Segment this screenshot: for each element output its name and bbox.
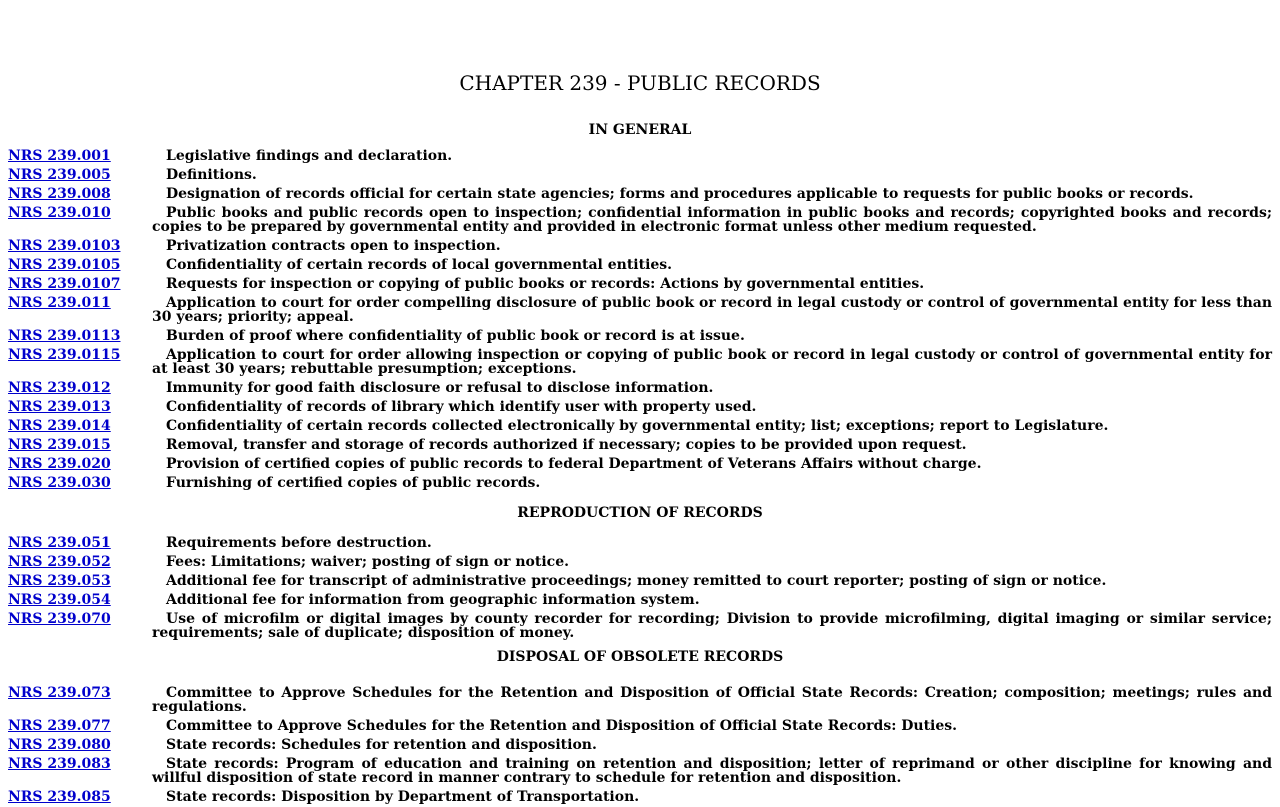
section-link[interactable]: NRS 239.054 xyxy=(8,592,111,608)
list-item xyxy=(8,294,1272,327)
section-link[interactable]: NRS 239.052 xyxy=(8,554,111,570)
section-link[interactable]: NRS 239.073 xyxy=(8,685,111,701)
section-link[interactable]: NRS 239.0103 xyxy=(8,238,121,254)
section-description: Use of microfilm or digital images by county recorder for recording; Division to provide microfilming, digital imaging or similar service; requirements; sale of duplicate; disposition of money. xyxy=(152,611,1272,641)
section-description: Requirements before destruction. xyxy=(166,535,432,551)
section-description: Confidentiality of certain records of local governmental entities. xyxy=(166,257,673,273)
list-item xyxy=(8,275,1272,294)
list-item xyxy=(8,553,1272,572)
list-item xyxy=(8,256,1272,275)
section-description: Confidentiality of records of library which identify user with property used. xyxy=(166,399,757,415)
section-description: Confidentiality of certain records collected electronically by governmental entity; list; exceptions; report to Legislature. xyxy=(166,418,1109,434)
section-link[interactable]: NRS 239.0107 xyxy=(8,276,121,292)
section-description: Committee to Approve Schedules for the Retention and Disposition of Official State Records: Creation; composition; meetings; rules and regulations. xyxy=(152,685,1272,715)
list-item xyxy=(8,436,1272,455)
section-link[interactable]: NRS 239.011 xyxy=(8,295,111,311)
list-item xyxy=(8,788,1272,807)
section-link[interactable]: NRS 239.0115 xyxy=(8,347,121,363)
section-description: Fees: Limitations; waiver; posting of sign or notice. xyxy=(166,554,569,570)
list-item xyxy=(8,591,1272,610)
section-link[interactable]: NRS 239.051 xyxy=(8,535,111,551)
section-description: Furnishing of certified copies of public records. xyxy=(166,475,541,491)
section-link[interactable]: NRS 239.005 xyxy=(8,167,111,183)
section-description: Provision of certified copies of public records to federal Department of Veterans Affairs without charge. xyxy=(166,456,982,472)
list-item xyxy=(8,572,1272,591)
section-heading: IN GENERAL xyxy=(588,122,692,138)
document-page xyxy=(8,0,1272,807)
list-item xyxy=(8,755,1272,788)
section-link[interactable]: NRS 239.0113 xyxy=(8,328,121,344)
section-description: Application to court for order allowing inspection or copying of public book or record in legal custody or control of governmental entity for at least 30 years; rebuttable presumption; exceptions. xyxy=(152,347,1272,377)
section-link[interactable]: NRS 239.030 xyxy=(8,475,111,491)
list-item xyxy=(8,684,1272,717)
list-item xyxy=(8,610,1272,643)
section-link[interactable]: NRS 239.080 xyxy=(8,737,111,753)
list-item xyxy=(8,147,1272,166)
section-link[interactable]: NRS 239.012 xyxy=(8,380,111,396)
list-item xyxy=(8,346,1272,379)
section-description: Committee to Approve Schedules for the Retention and Disposition of Official State Records: Duties. xyxy=(166,718,958,734)
section-disposal-of-obsolete-records xyxy=(8,643,1272,807)
section-description: Additional fee for information from geographic information system. xyxy=(166,592,700,608)
section-link[interactable]: NRS 239.070 xyxy=(8,611,111,627)
chapter-title: CHAPTER 239 - PUBLIC RECORDS xyxy=(459,71,821,95)
list-item xyxy=(8,474,1272,493)
section-description: State records: Disposition by Department of Transportation. xyxy=(166,789,640,805)
list-item xyxy=(8,534,1272,553)
section-link[interactable]: NRS 239.020 xyxy=(8,456,111,472)
list-item xyxy=(8,398,1272,417)
section-link[interactable]: NRS 239.010 xyxy=(8,205,111,221)
list-item xyxy=(8,185,1272,204)
section-description: Removal, transfer and storage of records authorized if necessary; copies to be provided upon request. xyxy=(166,437,967,453)
section-reproduction-of-records xyxy=(8,493,1272,643)
section-description: Privatization contracts open to inspection. xyxy=(166,238,501,254)
section-description: Additional fee for transcript of administrative proceedings; money remitted to court reporter; posting of sign or notice. xyxy=(166,573,1107,589)
section-link[interactable]: NRS 239.077 xyxy=(8,718,111,734)
section-link[interactable]: NRS 239.083 xyxy=(8,756,111,772)
section-link[interactable]: NRS 239.0105 xyxy=(8,257,121,273)
section-description: Immunity for good faith disclosure or refusal to disclose information. xyxy=(166,380,714,396)
section-link[interactable]: NRS 239.085 xyxy=(8,789,111,805)
section-description: State records: Schedules for retention and disposition. xyxy=(166,737,597,753)
list-item xyxy=(8,166,1272,185)
list-item xyxy=(8,327,1272,346)
list-item xyxy=(8,204,1272,237)
list-item xyxy=(8,237,1272,256)
section-description: Designation of records official for certain state agencies; forms and procedures applicable to requests for public books or records. xyxy=(166,186,1194,202)
section-description: Legislative findings and declaration. xyxy=(166,148,453,164)
section-heading: DISPOSAL OF OBSOLETE RECORDS xyxy=(496,649,784,665)
list-item xyxy=(8,736,1272,755)
section-description: Burden of proof where confidentiality of public book or record is at issue. xyxy=(166,328,745,344)
section-description: State records: Program of education and training on retention and disposition; letter of reprimand or other discipline for knowing and willful disposition of state record in manner contrary to schedule for retention and disposition. xyxy=(152,756,1272,786)
section-link[interactable]: NRS 239.053 xyxy=(8,573,111,589)
section-link[interactable]: NRS 239.008 xyxy=(8,186,111,202)
list-item xyxy=(8,455,1272,474)
section-link[interactable]: NRS 239.015 xyxy=(8,437,111,453)
section-link[interactable]: NRS 239.014 xyxy=(8,418,111,434)
section-description: Application to court for order compelling disclosure of public book or record in legal custody or control of governmental entity for less than 30 years; priority; appeal. xyxy=(152,295,1272,325)
section-link[interactable]: NRS 239.001 xyxy=(8,148,111,164)
list-item xyxy=(8,417,1272,436)
list-item xyxy=(8,717,1272,736)
section-description: Definitions. xyxy=(166,167,257,183)
list-item xyxy=(8,379,1272,398)
section-link[interactable]: NRS 239.013 xyxy=(8,399,111,415)
section-description: Public books and public records open to inspection; confidential information in public books and records; copyrighted books and records; copies to be prepared by governmental entity and provided in electronic format unless other medium requested. xyxy=(152,205,1272,235)
section-description: Requests for inspection or copying of public books or records: Actions by governmental entities. xyxy=(166,276,925,292)
section-in-general xyxy=(8,117,1272,493)
section-heading: REPRODUCTION OF RECORDS xyxy=(517,505,763,521)
